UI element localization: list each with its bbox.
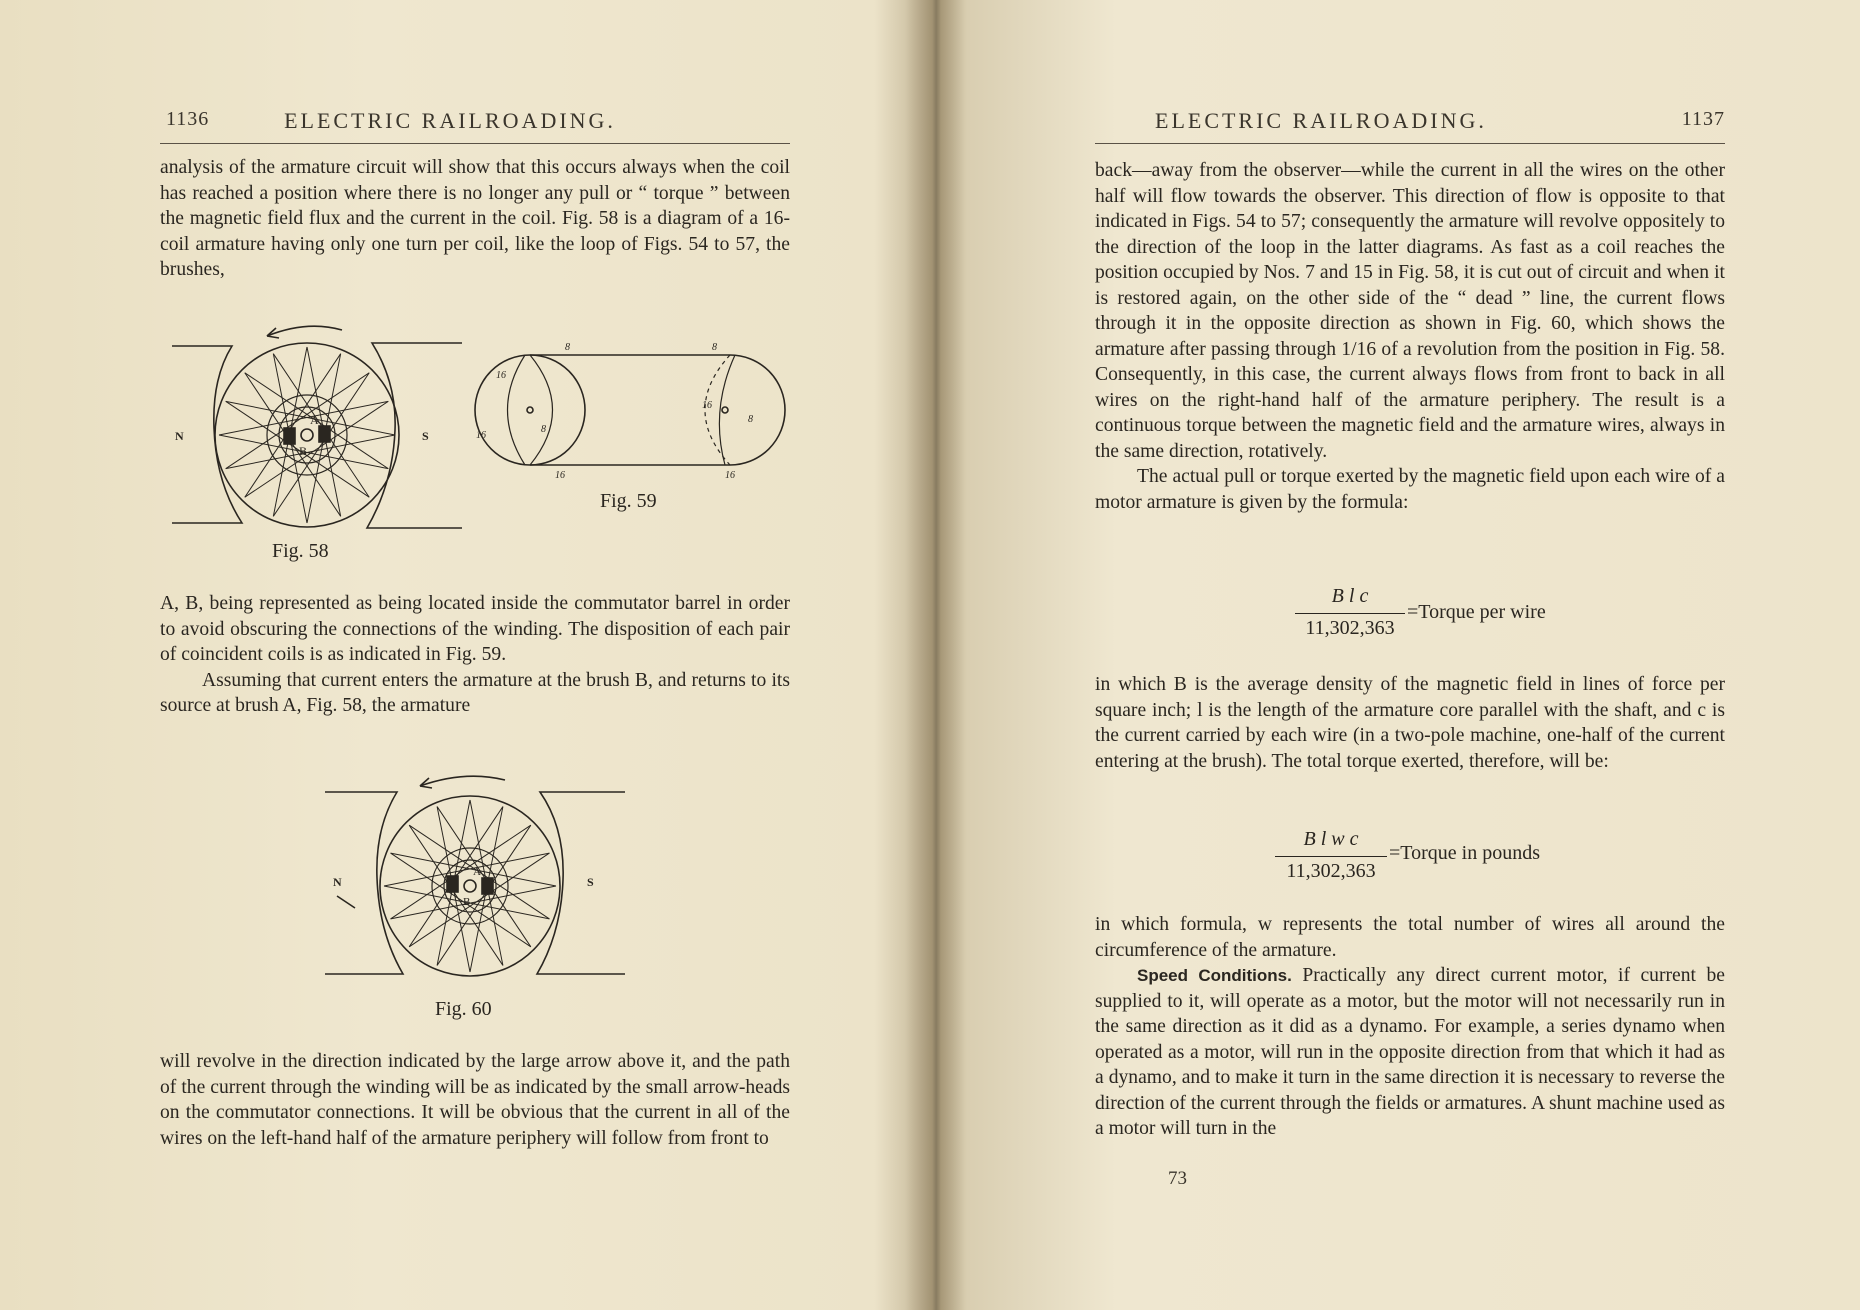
right-page-number: 1137	[1681, 108, 1725, 130]
fig-60-armature-diagram	[325, 768, 625, 988]
torque-per-wire-formula	[1295, 585, 1595, 645]
right-paragraph-2: The actual pull or torque exerted by the magnetic field upon each wire of a motor armature is given by the formula:	[1095, 466, 1725, 513]
fig59-label: 8	[565, 342, 570, 353]
left-header-rule	[160, 143, 790, 144]
right-paragraph-5	[1095, 963, 1725, 1142]
fig60-label-a: A	[473, 866, 481, 878]
right-header-rule	[1095, 143, 1725, 144]
fig60-label-b: B	[463, 896, 471, 908]
fig59-label: 8	[541, 424, 546, 435]
right-text-block-2	[1095, 672, 1725, 774]
fig-58-caption: Fig. 58	[272, 540, 329, 562]
left-page	[160, 0, 790, 1310]
right-page	[1095, 0, 1725, 1310]
torque-in-pounds-formula	[1275, 828, 1595, 888]
fig58-label-n: N	[175, 429, 184, 443]
fig60-label-n: N	[333, 875, 342, 889]
fig59-label: 8	[712, 342, 717, 353]
left-text-block-1	[160, 155, 790, 283]
formula-2-denominator: 11,302,363	[1286, 860, 1376, 882]
fig60-label-s: S	[587, 875, 594, 889]
formula-2-bar	[1275, 856, 1387, 857]
fig59-label: 16	[725, 470, 735, 481]
speed-conditions-heading: Speed Conditions.	[1137, 966, 1292, 985]
fig58-label-b: B	[299, 444, 308, 458]
speed-conditions-text: Practically any direct current motor, if current be supplied to it, will operate as a motor, but the motor will not necessarily run in the same direction as it did as a dynamo. For example, a series dynamo when operated as a motor, will run in the opposite direction from that which it had as a dynamo, and to make it turn in the same direction it is necessary to reverse the direction of the current through the fields or armatures. A shunt machine used as a motor will turn in the	[1095, 965, 1725, 1139]
fig59-label: 16	[476, 430, 486, 441]
fig59-label: 8	[748, 414, 753, 425]
fig59-label: 16	[555, 470, 565, 481]
fig58-label-s: S	[422, 429, 429, 443]
right-paragraph-3: in which B is the average density of the magnetic field in lines of force per square inch; l is the length of the armature core parallel with the shaft, and c is the current carried by each wire (in a two-pole machine, one-half of the current entering at the brush). The total torque exerted, therefore, will be:	[1095, 674, 1725, 772]
left-running-header	[160, 108, 790, 140]
formula-2-result: =Torque in pounds	[1389, 842, 1540, 864]
left-paragraph-2: A, B, being represented as being located inside the commutator barrel in order to avoid obscuring the connections of the winding. The disposition of each pair of coincident coils is as indicated in Fig. 59.	[160, 593, 790, 665]
formula-1-bar	[1295, 613, 1405, 614]
left-paragraph-4: will revolve in the direction indicated by the large arrow above it, and the path of the current through the winding will be as indicated by the small arrow-heads on the commutator connections. It will be obvious that the current in all of the wires on the left-hand half of the armature periphery will follow from front to	[160, 1051, 790, 1149]
formula-2-numerator: B l w c	[1303, 828, 1359, 850]
fig58-label-a: A	[310, 413, 319, 427]
signature-mark: 73	[1168, 1168, 1187, 1189]
right-paragraph-4: in which formula, w represents the total number of wires all around the circumference of the armature.	[1095, 914, 1725, 961]
fig-59-caption: Fig. 59	[600, 490, 657, 512]
fig-59-coil-diagram	[460, 340, 780, 480]
right-running-header	[1095, 108, 1725, 140]
left-running-head: ELECTRIC RAILROADING.	[284, 108, 616, 133]
right-text-block-1	[1095, 158, 1725, 515]
right-paragraph-1: back—away from the observer—while the current in all the wires on the other half will flow towards the observer. This direction of flow is opposite to that indicated in Figs. 54 to 57; consequently the armature will revolve oppositely to the direction of the loop in the latter diagrams. As fast as a coil reaches the position occupied by Nos. 7 and 15 in Fig. 58, it is cut out of circuit and when it is restored again, on the other side of the “ dead ” line, the current flows through it in the opposite direction as shown in Fig. 60, which shows the armature after passing through 1/16 of a revolution from the position in Fig. 58. Consequently, in this case, the current always flows from front to back in all wires on the right-hand half of the armature periphery. The result is a continuous torque between the magnetic field and the armature wires, always in the same direction, rotatively.	[1095, 160, 1725, 462]
fig59-label: 16	[702, 400, 712, 411]
fig-60-caption: Fig. 60	[435, 998, 492, 1020]
right-text-block-3	[1095, 912, 1725, 1142]
right-running-head: ELECTRIC RAILROADING.	[1155, 108, 1487, 133]
left-text-block-3	[160, 1049, 790, 1151]
fig59-label: 16	[496, 370, 506, 381]
book-gutter	[905, 0, 965, 1310]
fig-58-armature-diagram	[172, 318, 462, 538]
left-paragraph-1: analysis of the armature circuit will show that this occurs always when the coil has reached a position where there is no longer any pull or “ torque ” between the magnetic field flux and the current in the coil. Fig. 58 is a diagram of a 16-coil armature having only one turn per coil, like the loop of Figs. 54 to 57, the brushes,	[160, 157, 790, 280]
formula-1-result: =Torque per wire	[1407, 601, 1546, 623]
left-paragraph-3: Assuming that current enters the armature at the brush B, and returns to its source at brush A, Fig. 58, the armature	[160, 669, 790, 716]
formula-1-denominator: 11,302,363	[1305, 617, 1395, 639]
left-page-number: 1136	[166, 108, 210, 130]
formula-1-numerator: B l c	[1331, 585, 1369, 607]
left-text-block-2	[160, 591, 790, 719]
